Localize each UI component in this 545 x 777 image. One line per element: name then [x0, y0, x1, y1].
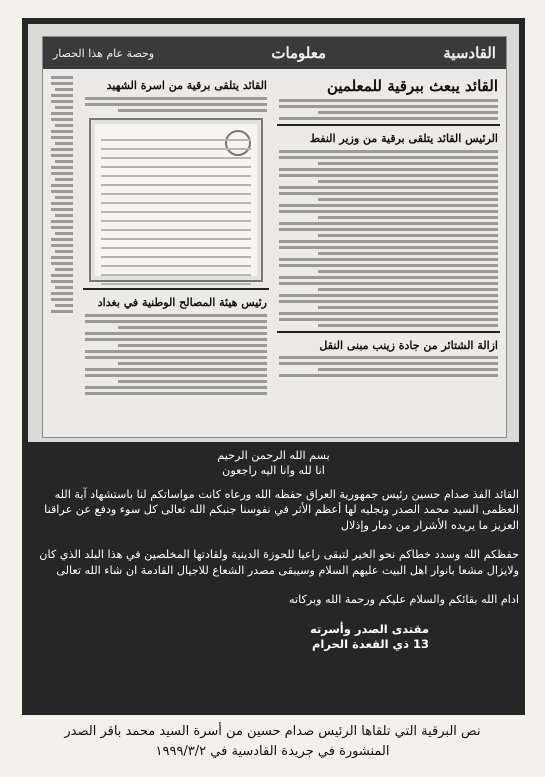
column-text [81, 314, 271, 395]
newspaper-page [42, 36, 507, 438]
telegram-closing: ادام الله بقائكم والسلام عليكم ورحمة الله وبركاته [289, 593, 519, 607]
newspaper-masthead [43, 37, 506, 69]
article-headline: الرئيس القائد يتلقى برقية من وزير النفط [309, 131, 498, 145]
telegram-letter-image [89, 118, 263, 282]
scan-frame [22, 18, 525, 715]
newspaper-column-right [275, 73, 502, 431]
figure-caption [20, 722, 525, 761]
istirja: انا لله وانا اليه راجعون [222, 464, 325, 478]
caption-line-1: نص البرقية التي تلقاها الرئيس صدام حسين من أسرة السيد محمد باقر الصدر [64, 724, 481, 739]
newspaper-photo [28, 24, 519, 442]
masthead-right: القادسية [443, 44, 496, 62]
basmala: بسم الله الرحمن الرحيم [217, 449, 330, 462]
column-text [275, 99, 502, 120]
signature-name: مقتدى الصدر وأسرته [310, 621, 429, 636]
column-text [275, 150, 502, 327]
column-text [275, 356, 502, 377]
telegram-paragraph-1: القائد الفذ صدام حسين رئيس جمهورية العراق حفظه الله ورعاه كانت مواساتكم لنا باستشهاد آية الله العظمى السيد محمد الصدر ونجليه لها أعظم الأثر في نفوسنا جنبكم الله تعالى كل سوء ودفع عن عراقنا العزيز ما يريده الأشرار من دمار وإذلال [44, 487, 519, 532]
article-headline: ازالة الشتائر من جادة زينب مبنى النقل [319, 338, 498, 352]
newspaper-column-middle [81, 73, 271, 431]
column-text [81, 97, 271, 112]
caption-line-2: المنشورة في جريدة القادسية في ١٩٩٩/٣/٢ [155, 743, 390, 759]
masthead-left: وحصة عام هذا الحصار [53, 46, 155, 60]
telegram-text [28, 448, 519, 710]
article-headline: القائد يبعث ببرقية للمعلمين [326, 77, 498, 95]
column-text [47, 76, 77, 313]
article-headline: القائد يتلقى برقية من اسرة الشهيد [106, 79, 267, 92]
article-headline: رئيس هيئة المصالح الوطنية في بغداد [97, 295, 267, 309]
newspaper-column-left [47, 73, 77, 431]
signature-date: 13 ذي القعدة الحرام [312, 637, 429, 652]
telegram-paragraph-2: حفظكم الله وسدد خطاكم نحو الخير لتبقى راعيا للحوزة الدينية ولقادتها المخلصين في هذا البلد الذي كان ولايزال مشعا بانوار اهل البيت عليهم السلام وسيبقى مصدر الشعاع للاجيال القادمة ان شاء الله تعالى [39, 548, 519, 577]
masthead-mid: معلومات [271, 44, 327, 62]
